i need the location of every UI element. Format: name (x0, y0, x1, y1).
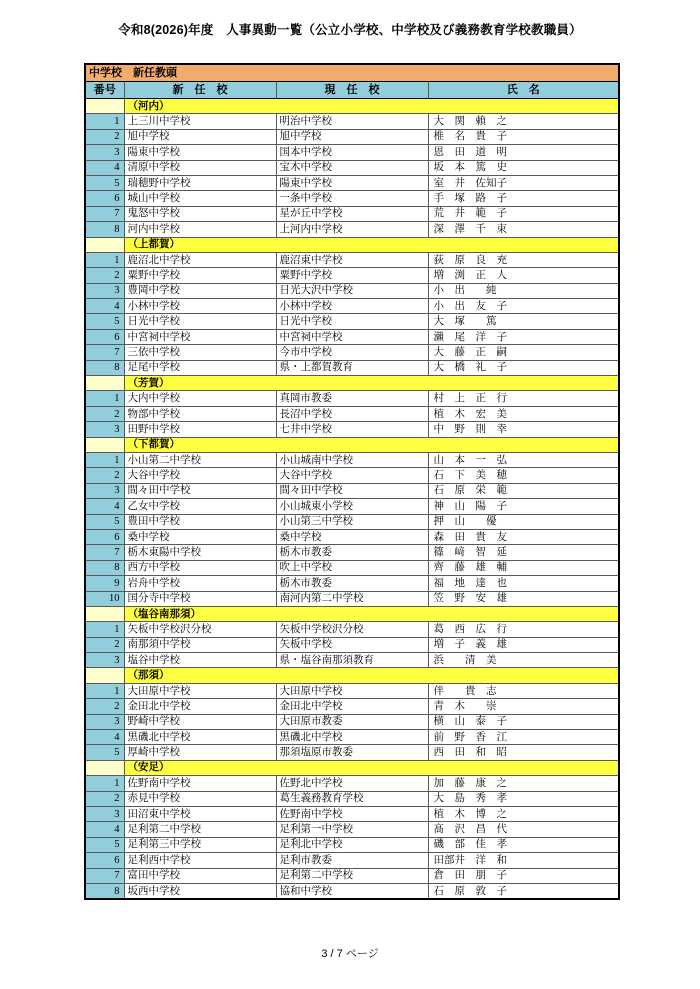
row-current-school: 協和中学校 (276, 883, 428, 899)
row-new-school: 粟野中学校 (124, 268, 276, 283)
table-row (85, 468, 619, 483)
row-number: 3 (85, 283, 124, 298)
row-new-school: 城山中学校 (124, 191, 276, 206)
row-new-school: 小山第二中学校 (124, 452, 276, 467)
row-new-school: 物部中学校 (124, 406, 276, 421)
row-current-school: 長沼中学校 (276, 406, 428, 421)
table-row (85, 160, 619, 175)
row-current-school: 矢板中学校沢分校 (276, 622, 428, 637)
row-new-school: 田沼東中学校 (124, 806, 276, 821)
row-new-school: 足利第二中学校 (124, 822, 276, 837)
section-no-cell (85, 376, 124, 391)
row-current-school: 足利北中学校 (276, 837, 428, 852)
row-number: 2 (85, 129, 124, 144)
row-number: 6 (85, 853, 124, 868)
table-row (85, 299, 619, 314)
section-row (85, 668, 619, 683)
row-name: 椎 名 貴 子 (428, 129, 619, 144)
row-current-school: 大田原市教委 (276, 714, 428, 729)
table-header-row (85, 82, 619, 99)
row-new-school: 佐野南中学校 (124, 776, 276, 791)
row-new-school: 河内中学校 (124, 222, 276, 237)
row-new-school: 鹿沼北中学校 (124, 252, 276, 267)
column-header-current-school: 現 任 校 (276, 82, 428, 99)
table-row (85, 283, 619, 298)
row-current-school: 星が丘中学校 (276, 206, 428, 221)
table-row (85, 483, 619, 498)
table-row (85, 329, 619, 344)
row-new-school: 栃木東陽中学校 (124, 545, 276, 560)
row-number: 8 (85, 222, 124, 237)
row-name: 磯 部 佳 孝 (428, 837, 619, 852)
row-name: 西 田 和 昭 (428, 745, 619, 760)
row-number: 6 (85, 329, 124, 344)
row-current-school: 明治中学校 (276, 114, 428, 129)
table-row (85, 806, 619, 821)
row-current-school: 七井中学校 (276, 422, 428, 437)
row-number: 1 (85, 114, 124, 129)
row-name: 葛 西 広 行 (428, 622, 619, 637)
row-number: 5 (85, 175, 124, 190)
row-new-school: 黒磯北中学校 (124, 730, 276, 745)
row-number: 8 (85, 883, 124, 899)
section-label: （下都賀） (124, 437, 619, 452)
section-label: （河内） (124, 99, 619, 114)
section-no-cell (85, 668, 124, 683)
row-current-school: 鹿沼東中学校 (276, 252, 428, 267)
row-current-school: 小山城南中学校 (276, 452, 428, 467)
row-current-school: 黒磯北中学校 (276, 730, 428, 745)
row-current-school: 中宮祠中学校 (276, 329, 428, 344)
row-name: 植 木 博 之 (428, 806, 619, 821)
row-name: 倉 田 朋 子 (428, 868, 619, 883)
row-name: 横 山 泰 子 (428, 714, 619, 729)
row-number: 7 (85, 345, 124, 360)
table-row (85, 714, 619, 729)
row-new-school: 金田北中学校 (124, 699, 276, 714)
row-number: 5 (85, 514, 124, 529)
row-new-school: 国分寺中学校 (124, 591, 276, 606)
row-new-school: 大内中学校 (124, 391, 276, 406)
row-name: 大 藤 正 嗣 (428, 345, 619, 360)
row-new-school: 豊岡中学校 (124, 283, 276, 298)
column-header-new-school: 新 任 校 (124, 82, 276, 99)
row-number: 7 (85, 545, 124, 560)
row-name: 齊 藤 雄 輔 (428, 560, 619, 575)
table-row (85, 699, 619, 714)
row-number: 4 (85, 730, 124, 745)
section-row (85, 606, 619, 621)
row-number: 6 (85, 529, 124, 544)
row-new-school: 足尾中学校 (124, 360, 276, 375)
row-current-school: 今市中学校 (276, 345, 428, 360)
table-row (85, 822, 619, 837)
section-label: （那須） (124, 668, 619, 683)
table-row (85, 622, 619, 637)
table-row (85, 391, 619, 406)
row-current-school: 小山城東小学校 (276, 499, 428, 514)
row-current-school: 日光中学校 (276, 314, 428, 329)
row-new-school: 日光中学校 (124, 314, 276, 329)
row-number: 7 (85, 868, 124, 883)
row-new-school: 清原中学校 (124, 160, 276, 175)
section-no-cell (85, 437, 124, 452)
table-row (85, 268, 619, 283)
row-name: 森 田 貴 友 (428, 529, 619, 544)
row-current-school: 宝木中学校 (276, 160, 428, 175)
row-number: 2 (85, 406, 124, 421)
row-new-school: 瑞穂野中学校 (124, 175, 276, 190)
row-name: 石 原 栄 範 (428, 483, 619, 498)
table-row (85, 883, 619, 899)
row-name: 瀨 尾 洋 子 (428, 329, 619, 344)
row-name: 荻 原 良 充 (428, 252, 619, 267)
row-new-school: 坂西中学校 (124, 883, 276, 899)
row-current-school: 桑中学校 (276, 529, 428, 544)
row-current-school: 間々田中学校 (276, 483, 428, 498)
row-name: 大 橋 礼 子 (428, 360, 619, 375)
row-current-school: 那須塩原市教委 (276, 745, 428, 760)
row-new-school: 中宮祠中学校 (124, 329, 276, 344)
row-number: 5 (85, 837, 124, 852)
row-number: 2 (85, 268, 124, 283)
row-current-school: 一条中学校 (276, 191, 428, 206)
row-name: 村 上 正 行 (428, 391, 619, 406)
row-new-school: 足利西中学校 (124, 853, 276, 868)
row-number: 1 (85, 391, 124, 406)
row-number: 4 (85, 822, 124, 837)
row-new-school: 乙女中学校 (124, 499, 276, 514)
row-current-school: 県・塩谷南那須教育 (276, 653, 428, 668)
personnel-transfer-table (84, 63, 620, 900)
row-name: 中 野 則 幸 (428, 422, 619, 437)
table-caption: 中学校 新任教頭 (85, 64, 619, 82)
table-row (85, 868, 619, 883)
row-number: 7 (85, 206, 124, 221)
row-new-school: 足利第三中学校 (124, 837, 276, 852)
row-number: 2 (85, 699, 124, 714)
row-current-school: 粟野中学校 (276, 268, 428, 283)
table-row (85, 730, 619, 745)
table-row (85, 345, 619, 360)
table-row (85, 252, 619, 267)
table-row (85, 653, 619, 668)
table-row (85, 514, 619, 529)
row-current-school: 足利市教委 (276, 853, 428, 868)
row-name: 髙 沢 昌 代 (428, 822, 619, 837)
row-current-school: 矢板中学校 (276, 637, 428, 652)
row-name: 石 原 敦 子 (428, 883, 619, 899)
row-number: 4 (85, 499, 124, 514)
row-number: 3 (85, 483, 124, 498)
row-name: 福 地 達 也 (428, 576, 619, 591)
section-row (85, 237, 619, 252)
section-row (85, 99, 619, 114)
table-row (85, 499, 619, 514)
row-number: 1 (85, 683, 124, 698)
row-number: 8 (85, 560, 124, 575)
page-number: 3 / 7 ページ (321, 948, 379, 960)
table-row (85, 114, 619, 129)
row-current-school: 佐野南中学校 (276, 806, 428, 821)
row-current-school: 陽東中学校 (276, 175, 428, 190)
column-header-name: 氏 名 (428, 82, 619, 99)
row-name: 増 渕 正 人 (428, 268, 619, 283)
table-row (85, 360, 619, 375)
document-title: 令和8(2026)年度 人事異動一覧（公立小学校、中学校及び義務教育学校教職員） (118, 23, 582, 37)
row-number: 3 (85, 714, 124, 729)
row-name: 伴 貴 志 (428, 683, 619, 698)
section-no-cell (85, 99, 124, 114)
row-new-school: 桑中学校 (124, 529, 276, 544)
table-row (85, 591, 619, 606)
row-name: 大 島 秀 孝 (428, 791, 619, 806)
row-number: 2 (85, 468, 124, 483)
row-new-school: 厚崎中学校 (124, 745, 276, 760)
table-row (85, 545, 619, 560)
row-new-school: 大田原中学校 (124, 683, 276, 698)
table-row (85, 422, 619, 437)
row-name: 恩 田 道 明 (428, 145, 619, 160)
row-name: 篠 﨑 智 延 (428, 545, 619, 560)
row-new-school: 矢板中学校沢分校 (124, 622, 276, 637)
row-number: 5 (85, 314, 124, 329)
section-label: （安足） (124, 760, 619, 775)
column-header-no: 番号 (85, 82, 124, 99)
row-new-school: 三依中学校 (124, 345, 276, 360)
table-row (85, 837, 619, 852)
row-number: 1 (85, 622, 124, 637)
row-name: 神 山 陽 子 (428, 499, 619, 514)
row-current-school: 葛生義務教育学校 (276, 791, 428, 806)
table-row (85, 206, 619, 221)
row-new-school: 豊田中学校 (124, 514, 276, 529)
table-row (85, 129, 619, 144)
table-row (85, 576, 619, 591)
table-row (85, 853, 619, 868)
table-caption-row (85, 64, 619, 82)
row-number: 8 (85, 360, 124, 375)
section-row (85, 376, 619, 391)
row-current-school: 足利第一中学校 (276, 822, 428, 837)
row-number: 4 (85, 299, 124, 314)
table-row (85, 637, 619, 652)
row-new-school: 西方中学校 (124, 560, 276, 575)
row-new-school: 岩舟中学校 (124, 576, 276, 591)
row-current-school: 小林中学校 (276, 299, 428, 314)
row-name: 浜 清 美 (428, 653, 619, 668)
section-no-cell (85, 606, 124, 621)
table-row (85, 145, 619, 160)
row-name: 大 関 賴 之 (428, 114, 619, 129)
row-current-school: 大谷中学校 (276, 468, 428, 483)
row-number: 6 (85, 191, 124, 206)
row-name: 植 木 宏 美 (428, 406, 619, 421)
row-new-school: 大谷中学校 (124, 468, 276, 483)
row-new-school: 鬼怒中学校 (124, 206, 276, 221)
row-number: 3 (85, 145, 124, 160)
table-row (85, 191, 619, 206)
row-number: 2 (85, 791, 124, 806)
row-name: 坂 本 篤 史 (428, 160, 619, 175)
row-new-school: 塩谷中学校 (124, 653, 276, 668)
row-number: 3 (85, 806, 124, 821)
table-row (85, 529, 619, 544)
table-row (85, 406, 619, 421)
table-row (85, 745, 619, 760)
row-new-school: 田野中学校 (124, 422, 276, 437)
row-current-school: 日光大沢中学校 (276, 283, 428, 298)
table-row (85, 175, 619, 190)
row-name: 田部井 洋 和 (428, 853, 619, 868)
row-name: 増 子 義 雄 (428, 637, 619, 652)
row-new-school: 野崎中学校 (124, 714, 276, 729)
row-name: 笠 野 安 雄 (428, 591, 619, 606)
row-current-school: 大田原中学校 (276, 683, 428, 698)
row-new-school: 間々田中学校 (124, 483, 276, 498)
row-number: 1 (85, 776, 124, 791)
row-name: 大 塚 篤 (428, 314, 619, 329)
row-new-school: 赤見中学校 (124, 791, 276, 806)
row-name: 前 野 香 江 (428, 730, 619, 745)
row-current-school: 県・上都賀教育 (276, 360, 428, 375)
row-number: 3 (85, 653, 124, 668)
row-number: 5 (85, 745, 124, 760)
row-name: 青 木 崇 (428, 699, 619, 714)
row-current-school: 真岡市教委 (276, 391, 428, 406)
row-current-school: 吹上中学校 (276, 560, 428, 575)
row-name: 山 本 一 弘 (428, 452, 619, 467)
section-row (85, 437, 619, 452)
row-current-school: 南河内第二中学校 (276, 591, 428, 606)
section-no-cell (85, 237, 124, 252)
row-name: 手 塚 路 子 (428, 191, 619, 206)
table-row (85, 222, 619, 237)
row-number: 3 (85, 422, 124, 437)
row-current-school: 上河内中学校 (276, 222, 428, 237)
row-new-school: 富田中学校 (124, 868, 276, 883)
section-no-cell (85, 760, 124, 775)
table-row (85, 776, 619, 791)
table-row (85, 452, 619, 467)
row-name: 石 下 美 穂 (428, 468, 619, 483)
table-row (85, 560, 619, 575)
row-new-school: 陽東中学校 (124, 145, 276, 160)
section-row (85, 760, 619, 775)
row-new-school: 上三川中学校 (124, 114, 276, 129)
row-number: 1 (85, 452, 124, 467)
row-current-school: 栃木市教委 (276, 576, 428, 591)
row-name: 加 藤 康 之 (428, 776, 619, 791)
table-row (85, 791, 619, 806)
row-name: 室 井 佐知子 (428, 175, 619, 190)
table-row (85, 683, 619, 698)
row-current-school: 栃木市教委 (276, 545, 428, 560)
row-number: 10 (85, 591, 124, 606)
row-current-school: 足利第二中学校 (276, 868, 428, 883)
row-current-school: 小山第三中学校 (276, 514, 428, 529)
row-current-school: 佐野北中学校 (276, 776, 428, 791)
row-current-school: 金田北中学校 (276, 699, 428, 714)
row-new-school: 小林中学校 (124, 299, 276, 314)
row-current-school: 旭中学校 (276, 129, 428, 144)
row-current-school: 国本中学校 (276, 145, 428, 160)
row-name: 深 澤 千 束 (428, 222, 619, 237)
row-name: 押 山 優 (428, 514, 619, 529)
row-name: 荒 井 範 子 (428, 206, 619, 221)
section-label: （芳賀） (124, 376, 619, 391)
row-number: 4 (85, 160, 124, 175)
row-number: 1 (85, 252, 124, 267)
row-new-school: 旭中学校 (124, 129, 276, 144)
section-label: （上都賀） (124, 237, 619, 252)
section-label: （塩谷南那須） (124, 606, 619, 621)
row-number: 9 (85, 576, 124, 591)
row-name: 小 出 純 (428, 283, 619, 298)
row-new-school: 南那須中学校 (124, 637, 276, 652)
row-number: 2 (85, 637, 124, 652)
table-row (85, 314, 619, 329)
row-name: 小 出 友 子 (428, 299, 619, 314)
